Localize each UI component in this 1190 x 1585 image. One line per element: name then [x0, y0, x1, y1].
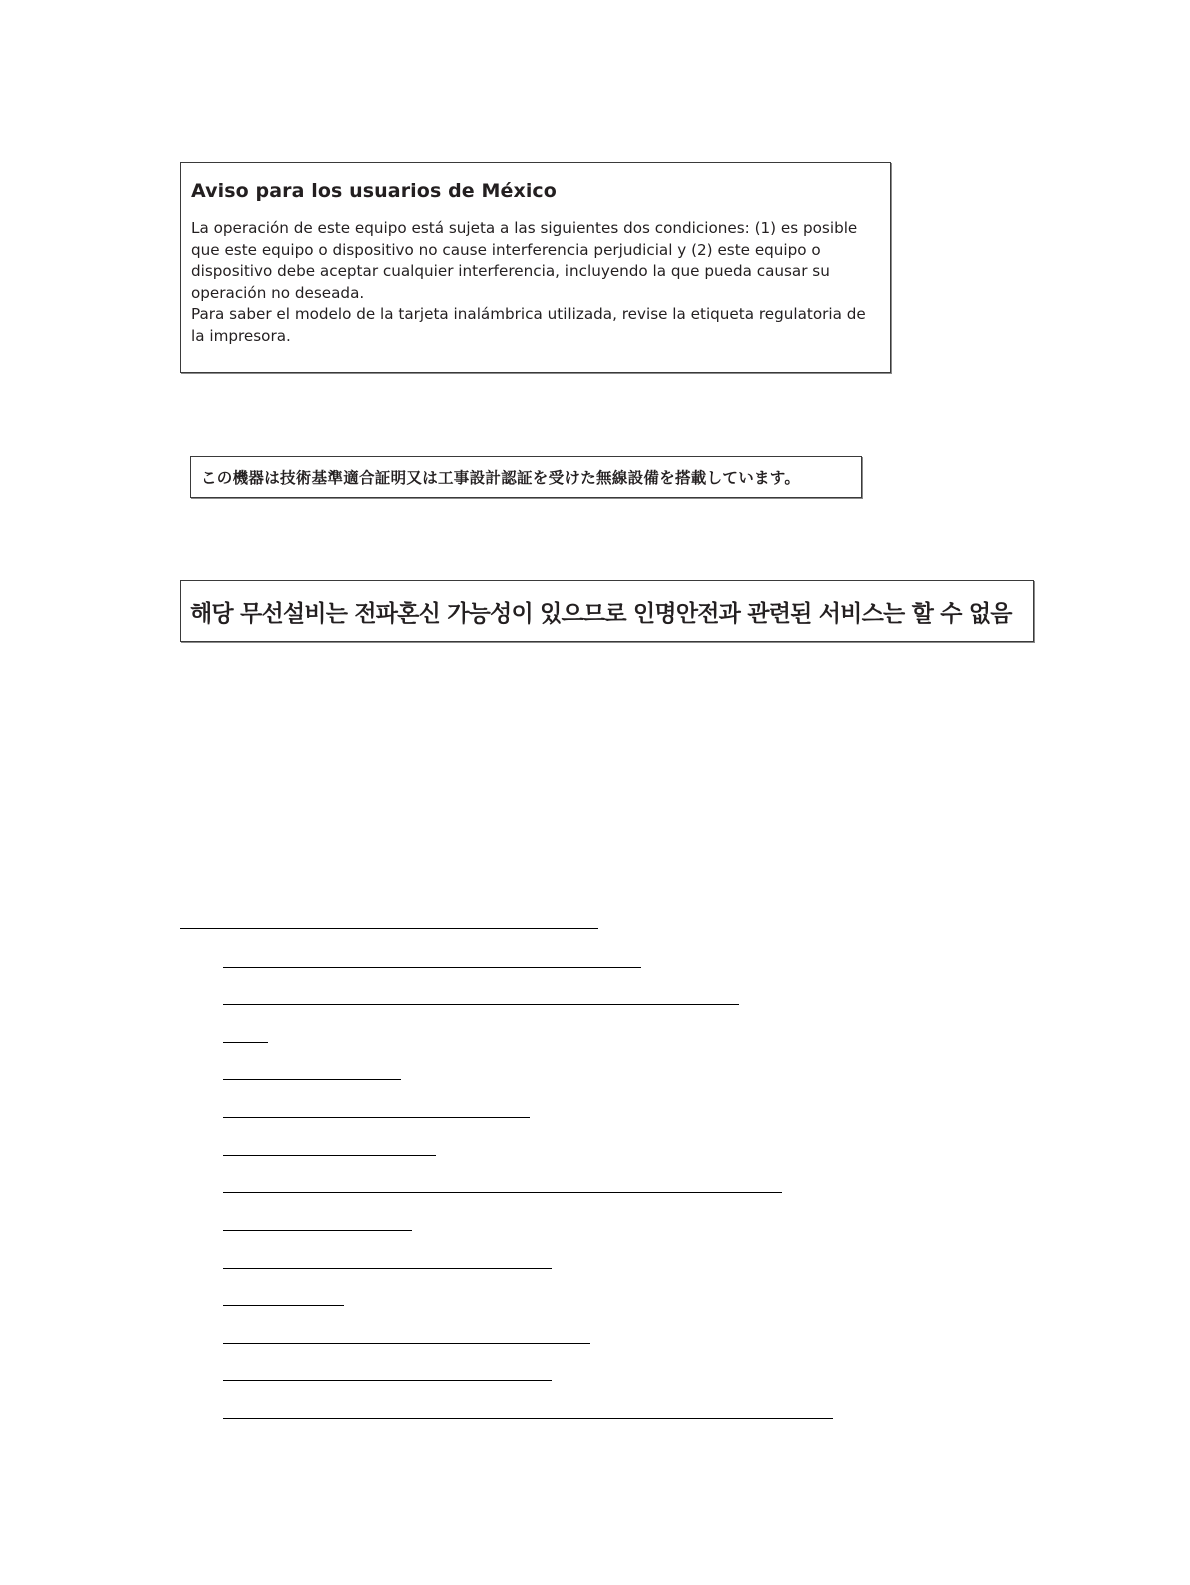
korea-notice-text: 해당 무선설비는 전파혼신 가능성이 있으므로 인명안전과 관련된 서비스는 할 수 없음	[190, 600, 1012, 627]
toc-link[interactable]	[223, 1192, 782, 1193]
toc-link[interactable]	[223, 1155, 436, 1156]
mexico-notice-line: La operación de este equipo está sujeta a las siguientes dos condiciones: (1) es posible	[191, 219, 858, 237]
toc-link[interactable]	[223, 1418, 833, 1419]
section-heading-link[interactable]	[180, 928, 598, 929]
mexico-notice-box	[180, 162, 891, 373]
toc-link[interactable]	[223, 1305, 344, 1306]
toc-link[interactable]	[223, 1380, 552, 1381]
mexico-notice-line: operación no deseada.	[191, 283, 365, 302]
korea-notice-box	[180, 580, 1034, 642]
toc-link[interactable]	[223, 1230, 412, 1231]
japan-notice-text: この機器は技術基準適合証明又は工事設計認証を受けた無線設備を搭載しています。	[201, 469, 801, 487]
toc-link[interactable]	[223, 1079, 401, 1080]
mexico-notice-title: Aviso para los usuarios de México	[191, 180, 557, 202]
toc-link[interactable]	[223, 1343, 590, 1344]
toc-link[interactable]	[223, 1004, 739, 1005]
toc-link[interactable]	[223, 1117, 530, 1118]
mexico-notice-line: dispositivo debe aceptar cualquier interferencia, incluyendo la que pueda causar su	[191, 262, 830, 280]
toc-link[interactable]	[223, 1042, 268, 1043]
toc-link[interactable]	[223, 1268, 552, 1269]
toc-link[interactable]	[223, 967, 641, 968]
mexico-notice-line: que este equipo o dispositivo no cause interferencia perjudicial y (2) este equipo o	[191, 240, 821, 259]
japan-notice-box	[190, 456, 862, 498]
mexico-notice-line: la impresora.	[191, 326, 291, 345]
mexico-notice-line: Para saber el modelo de la tarjeta inalámbrica utilizada, revise la etiqueta regulatoria de	[191, 305, 866, 323]
